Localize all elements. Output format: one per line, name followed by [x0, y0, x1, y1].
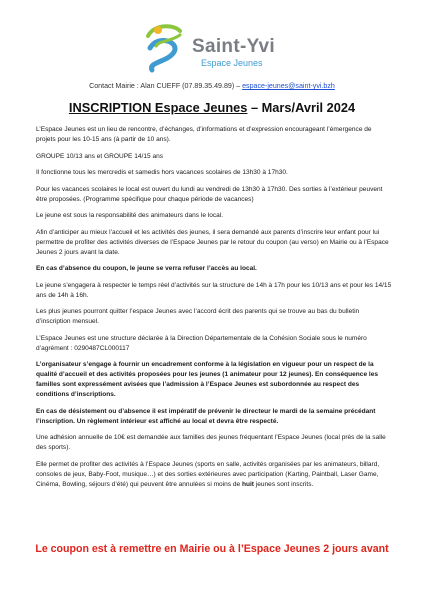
- paragraph-responsibility: Le jeune est sous la responsabilité des animateurs dans le local.: [36, 212, 224, 219]
- paragraph-coupon-warning: En cas d’absence du coupon, le jeune se verra refuser l’accès au local.: [36, 265, 257, 272]
- page-title: [0, 100, 424, 115]
- coupon-reminder: Le coupon est à remettre en Mairie ou à l’Espace Jeunes 2 jours avant: [35, 543, 389, 555]
- paragraph-intro: L’Espace Jeunes est un lieu de rencontre, d’échanges, d’informations et d’expression encourageant l’émergence de projets pour les 10-15 ans (à partir de 10 ans).: [36, 126, 372, 143]
- paragraph-organizer: L’organisateur s’engage à fournir un encadrement conforme à la législation en vigueur pour un respect de la qualité d’accueil et des activités proposées pour les jeunes (1 animateur pour 12 jeunes). En conséquence les familles sont expressément avisées que l’admission à l’Espace Jeunes est subordonnée au respect des conditions d’inscriptions.: [36, 361, 379, 398]
- paragraph-groups: GROUPE 10/13 ans et GROUPE 14/15 ans: [36, 152, 163, 160]
- contact-text: Contact Mairie : Alan CUEFF (07.89.35.49.89) –: [89, 82, 243, 90]
- paragraph-activities-end: jeunes sont inscrits.: [253, 480, 314, 488]
- paragraph-membership: Une adhésion annuelle de 10€ est demandée aux familles des jeunes fréquentant l’Espace Jeunes (local près de la salle des sports).: [36, 434, 386, 451]
- title-main: INSCRIPTION Espace Jeunes: [68, 100, 248, 115]
- paragraph-holidays: Pour les vacances scolaires le local est ouvert du lundi au vendredi de 13h30 à 17h30. Des sorties à l’extérieur peuvent être proposées. (Programme spécifique pour chaque période de vacances): [36, 185, 383, 203]
- logo: [140, 22, 310, 74]
- paragraph-registration: Afin d’anticiper au mieux l’accueil et les activités des jeunes, il sera demandé aux parents d’inscrire leur enfant pour lui permettre de profiter des activités diverses de l’Espace Jeunes par le retour du coupon (au verso) en Mairie ou à l’Espace Jeunes 2 jours avant la date.: [36, 228, 389, 256]
- paragraph-leave: Les plus jeunes pourront quitter l’espace Jeunes avec l’accord écrit des parents qui se trouve au bas du bulletin d’inscription mensuel.: [36, 308, 360, 325]
- logo-name: Saint-Yvi: [192, 36, 275, 57]
- contact-line: [0, 82, 424, 90]
- paragraph-activities-emphasis: huit: [241, 480, 254, 488]
- document-body: [36, 125, 392, 496]
- paragraph-activities-text: Elle permet de profiter des activités à l’Espace Jeunes (sports en salle, activités organisées par les animateurs, billard, consoles de jeux, Baby-Foot, musique…) et des sorties extérieures avec participation (Karting, Paintball, Laser Game, Cinéma, Bowling, séjours d’été) qui peuvent être annulées si moins de: [36, 460, 380, 488]
- logo-swoosh-icon: [140, 22, 196, 74]
- paragraph-withdrawal: En cas de désistement ou d’absence il est impératif de prévenir le directeur le mardi de la semaine précédant l’inscription. Un règlement intérieur est affiché au local et devra être respecté.: [36, 407, 376, 425]
- contact-email-link[interactable]: espace-jeunes@saint-yvi.bzh: [242, 82, 335, 90]
- title-suffix: – Mars/Avril 2024: [247, 100, 356, 115]
- paragraph-schedule: Il fonctionne tous les mercredis et samedis hors vacances scolaires de 13h30 à 17h30.: [36, 169, 288, 176]
- paragraph-activities: [36, 460, 392, 490]
- logo-subtitle: Espace Jeunes: [201, 58, 263, 68]
- paragraph-agreement: L’Espace Jeunes est une structure déclarée à la Direction Départementale de la Cohésion Sociale sous le numéro d’agrément : 0290487CL000117: [36, 334, 367, 352]
- paragraph-activity-time: Le jeune s’engagera à respecter le temps réel d’activités sur la structure de 14h à 17h pour les 10/13 ans et pour les 14/15 ans de 14h à 16h.: [36, 281, 392, 299]
